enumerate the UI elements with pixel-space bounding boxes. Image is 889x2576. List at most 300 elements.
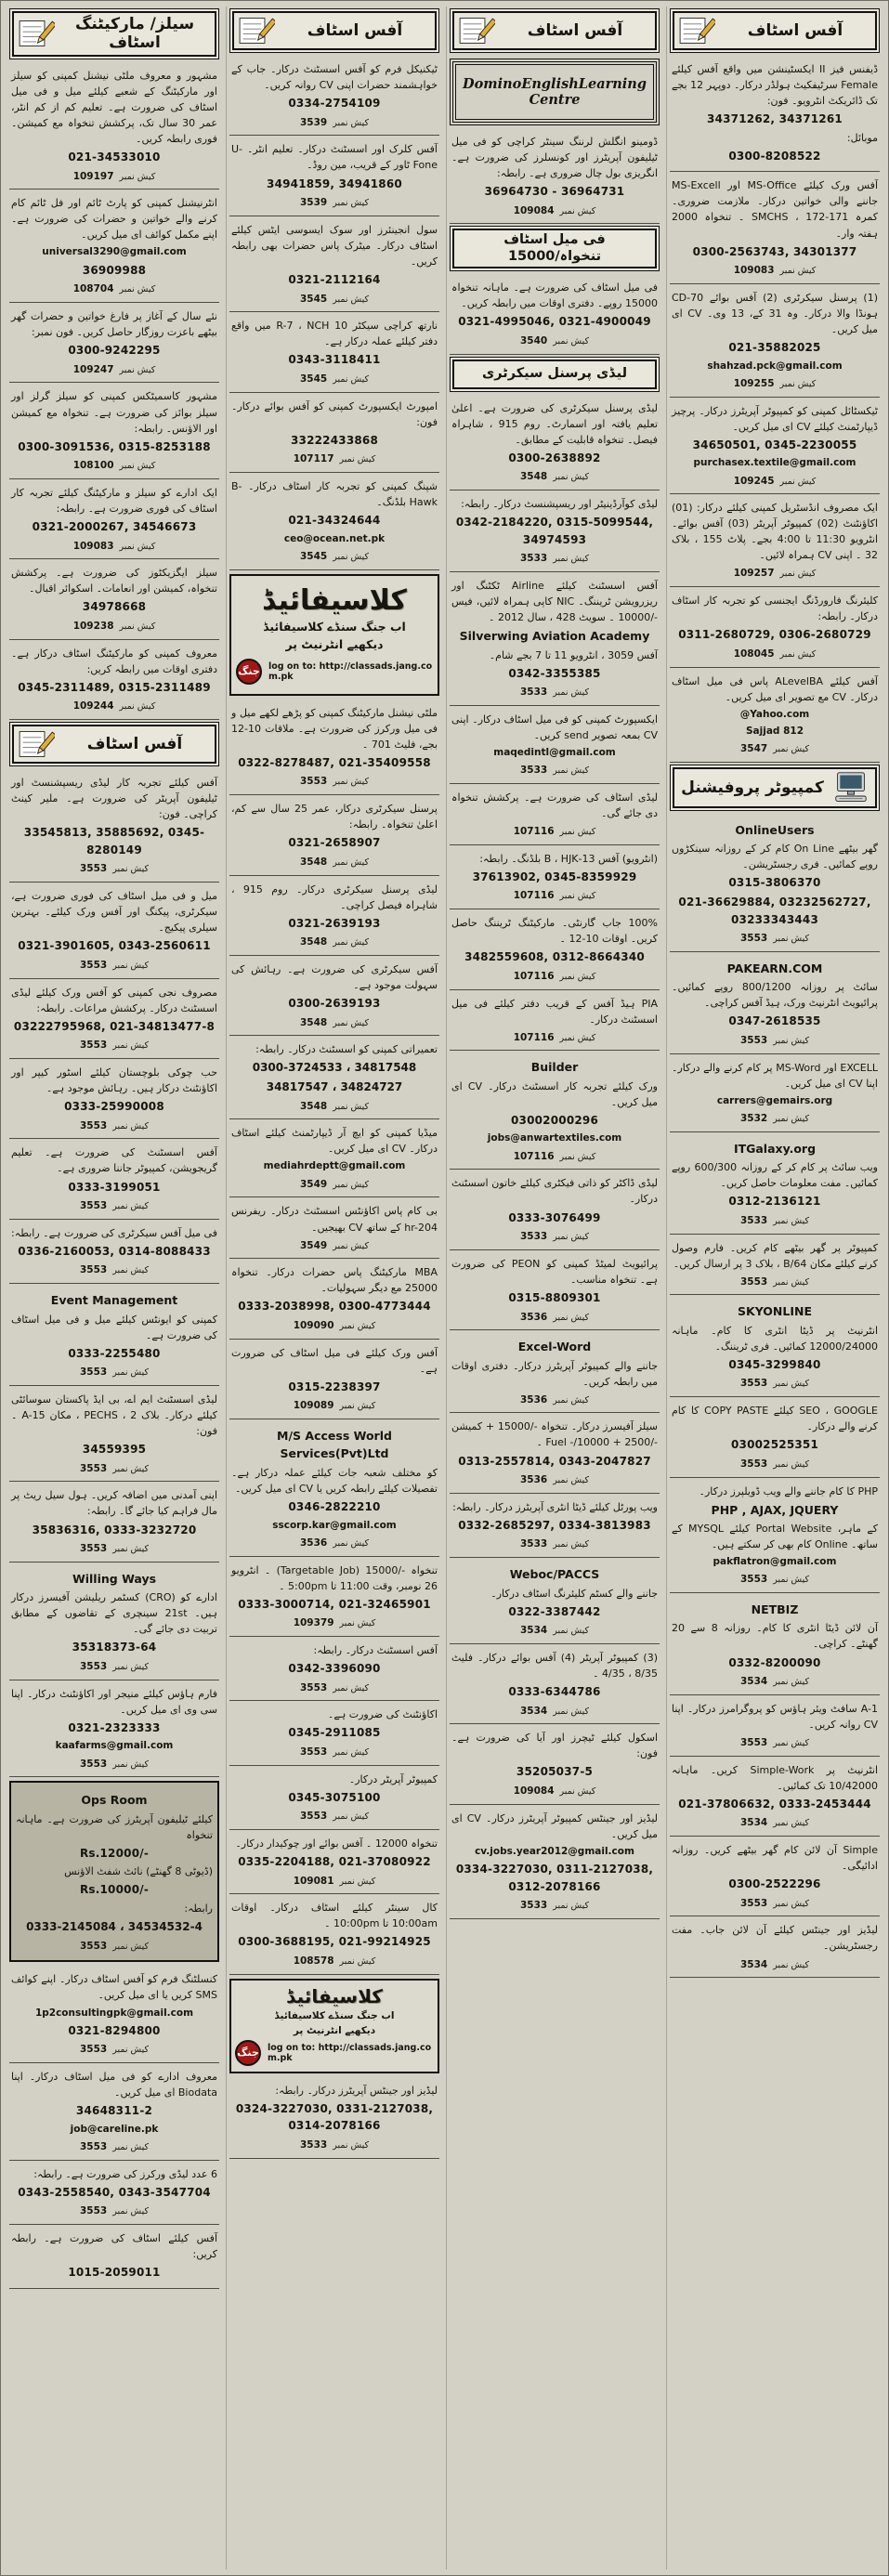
ad-headline: Willing Ways (72, 1571, 157, 1586)
phone-number: 0347-2618535 (728, 1014, 821, 1028)
ad-text: فی میل آفس سیکرٹری کی ضرورت ہے۔ رابطہ: (11, 1226, 217, 1239)
cash-number-value: 3545 (300, 373, 328, 385)
ad-text: مشہور و معروف ملٹی نیشنل کمپنی کو سیلز اور مارکیٹنگ کے شعبے کیلئے میل و فی میل اسٹاف کی ضرورت ہے۔ تعلیم کم از کم انٹر، عمر 30 سال تک، پرکشش تنخواہ مع کمیشن۔ فوری رابطہ کریں۔ (11, 69, 217, 145)
cash-number-value: 3533 (520, 1538, 548, 1550)
email-address: job@careline.pk (70, 2123, 159, 2135)
ad-text: نارتھ کراچی سیکٹر R-7 ، NCH 10 میں واقع دفتر کیلئے عملہ درکار ہے۔ (231, 320, 438, 348)
classified-ad (9, 383, 219, 478)
cash-number-label: کیش نمبر (559, 1786, 596, 1798)
section-header-inner (673, 767, 877, 808)
section-title: کمپیوٹر پروفیشنل (681, 778, 824, 797)
cash-number-value: 109245 (733, 475, 775, 487)
cash-number-value: 3533 (740, 1214, 768, 1226)
cash-number-label: کیش نمبر (553, 687, 589, 699)
cash-number-label: کیش نمبر (553, 335, 589, 347)
ad-text: آفس کیلئے تجربہ کار لیڈی ریسپشنسٹ اور ٹیلیفون آپریٹر کی ضرورت ہے۔ ملیر کینٹ کراچی۔ فون: (11, 777, 217, 821)
cash-number-row (231, 1099, 438, 1115)
ad-text: 100% جاب گارنٹی۔ مارکیٹنگ ٹریننگ حاصل کریں۔ اوقات 10-12 ۔ (451, 917, 658, 946)
ad-text: اسکول کیلئے ٹیچرز اور آیا کی ضرورت ہے۔ فون: (451, 1732, 658, 1760)
cash-number-row (451, 969, 658, 985)
ad-text: کیلئے ٹیلیفون آپریٹرز کی ضرورت ہے۔ ماہانہ تنخواہ (16, 1812, 213, 1841)
email-address: universal3290@gmail.com (42, 246, 187, 258)
phone-number: 0332-8200090 (728, 1655, 821, 1669)
cash-number-value: 109083 (72, 540, 114, 552)
classified-ad (229, 56, 439, 136)
phone-number: 0300-8208522 (728, 149, 821, 163)
cash-number-value: 107116 (513, 826, 555, 838)
ad-text: کمپیوٹر پر گھر بیٹھے کام کریں۔ فارم وصول کرنے کیلئے مکان 64/B ، بلاک 3 پر ارسال کریں۔ (672, 1241, 878, 1270)
phone-number: 0311-2680729, 0306-2680729 (678, 628, 871, 642)
cash-number-row (11, 1365, 217, 1380)
cash-number-label: کیش نمبر (333, 1101, 369, 1112)
cash-number-value: 3553 (740, 1458, 768, 1470)
cash-number-value: 3534 (740, 1676, 768, 1688)
section-header (9, 8, 219, 59)
notepad-pencil-icon (678, 15, 715, 46)
classified-ad (670, 284, 880, 398)
jang-logo: جنگ (235, 2040, 261, 2066)
column-3 (446, 7, 662, 2569)
classified-ad (229, 1701, 439, 1765)
classified-ad (9, 1059, 219, 1139)
cash-number-row (11, 699, 217, 714)
cash-number-label: کیش نمبر (773, 934, 809, 945)
cash-number-row (11, 1659, 217, 1675)
cash-number-label: کیش نمبر (553, 765, 589, 777)
cash-number-label: کیش نمبر (333, 2139, 369, 2151)
classified-ad (229, 393, 439, 473)
cash-number-row (11, 1757, 217, 1772)
phone-number: 0346-2822210 (288, 1499, 381, 1513)
section-header-inner (232, 11, 437, 50)
cash-number-label: کیش نمبر (773, 1035, 809, 1046)
cash-number-label: کیش نمبر (333, 198, 369, 209)
ad-headline: OnlineUsers (735, 822, 815, 837)
cash-number-row (672, 931, 878, 947)
phone-number: 0300-2639193 (288, 997, 381, 1011)
phone-number: 0345-2311489, 0315-2311489 (18, 680, 211, 694)
cash-number-label: کیش نمبر (559, 1151, 596, 1162)
domino-ad-box (450, 59, 660, 125)
ad-text: (3) کمپیوٹر آپریٹر (4) آفس بوائے درکار۔ فلیٹ 8/35 ، 4/35 ۔ (451, 1651, 659, 1680)
cash-number-value: 3553 (740, 1574, 768, 1586)
classified-ad (450, 845, 660, 909)
phone-number: 021-34533010 (68, 150, 161, 164)
column-2 (226, 7, 442, 2569)
section-title: فی میل اسٹاف تنخواہ/15000 (503, 232, 606, 264)
phone-number: 0332-2685297, 0334-3813983 (458, 1518, 651, 1532)
cash-number-label: کیش نمبر (559, 891, 596, 902)
ad-text: میڈیا کمپنی کو ایچ آر ڈیپارٹمنٹ کیلئے اسٹاف درکار۔ CV ای میل کریں۔ (231, 1127, 438, 1156)
cash-number-value: 109238 (72, 621, 114, 632)
cash-number-label: کیش نمبر (773, 744, 809, 755)
cash-number-row (231, 451, 438, 467)
phone-number: 0321-2639193 (288, 916, 381, 930)
ad-text: MBA مارکیٹنگ پاس حضرات درکار۔ تنخواہ 25000 مع دیگر سہولیات۔ (231, 1266, 438, 1295)
ad-text: ڈیفنس فیز II ایکسٹینشن میں واقع آفس کیلئے Female سرٹیفکیٹ ہولڈر درکار۔ دوپہر 12 بجے تک ڈائریکٹ انٹرویو۔ فون: (672, 63, 879, 108)
cash-number-row (672, 1275, 878, 1290)
promo-footer (235, 2040, 434, 2066)
phone-number: 1015-2059011 (68, 2266, 161, 2280)
cash-number-label: کیش نمبر (553, 1626, 589, 1637)
cash-number-label: کیش نمبر (112, 1544, 149, 1555)
promo-line: دیکھیے انٹرنیٹ پر (285, 636, 384, 651)
cash-number-row (231, 1809, 438, 1824)
phone-number: 0321-2112164 (288, 272, 381, 286)
ad-text: انٹرنیشنل کمپنی کو پارٹ ٹائم اور فل ٹائم کام کرنے والے خواتین و حضرات کی ضرورت ہے۔ اپنے مکمل کوائف ای میل کریں۔ (11, 197, 217, 242)
cash-number-row (451, 1704, 658, 1720)
ad-headline: Event Management (50, 1293, 178, 1308)
phone-number: 0300-2563743, 34301377 (692, 244, 857, 258)
classified-ad (670, 668, 880, 763)
promo-footer (236, 659, 433, 685)
cash-number-row (11, 1038, 217, 1053)
classified-ad (9, 1284, 219, 1386)
cash-number-label: کیش نمبر (119, 284, 156, 295)
phone-number: 0300-2638892 (508, 451, 601, 464)
classified-ad (229, 956, 439, 1036)
cash-number-row (11, 1118, 217, 1134)
cash-number-label: کیش نمبر (559, 827, 596, 838)
classified-ad (9, 979, 219, 1059)
ad-text: سول انجینئرز اور سوک ایسوسی ایٹس کیلئے اسٹاف درکار۔ میٹرک پاس حضرات بھی رابطہ کریں۔ (231, 223, 438, 268)
cash-number-row (672, 1572, 878, 1588)
cash-number-value: 3534 (740, 1817, 768, 1829)
cash-number-value: 3548 (300, 936, 328, 948)
phone-number: Rs.10000/- (79, 1883, 150, 1897)
cash-number-value: 109083 (733, 265, 775, 277)
cash-number-value: 3533 (520, 686, 548, 699)
section-header (670, 8, 880, 53)
cash-number-value: 3545 (300, 293, 328, 305)
email-address: ceo@ocean.net.pk (283, 532, 386, 544)
phone-number: 0300-3688195, 021-99214925 (238, 1935, 431, 1949)
classified-ad (670, 1916, 880, 1978)
cash-number-value: 3548 (300, 856, 328, 868)
cash-number-value: 3553 (80, 2044, 108, 2056)
phone-number: 37613902, 0345-8359929 (472, 870, 637, 883)
cash-number-label: کیش نمبر (553, 1539, 589, 1550)
classified-ad (9, 1680, 219, 1778)
ad-text: فی میل اسٹاف کی ضرورت ہے۔ ماہانہ تنخواہ 15000 روپے۔ دفتری اوقات میں رابطہ کریں۔ (451, 281, 658, 310)
ad-text: مشہور کاسمیٹکس کمپنی کو سیلز گرلز اور سیلز بوائز کی ضرورت ہے۔ تنخواہ مع کمیشن اور الاؤنس۔ رابطہ: (11, 390, 217, 435)
promo-url: log on to: http://classads.jang.com.pk (268, 660, 433, 682)
cash-number-label: کیش نمبر (333, 777, 369, 788)
phone-number: Rs.12000/- (79, 1846, 150, 1860)
ad-text: Simple آن لائن کام گھر بیٹھے کریں۔ روزانہ ادائیگی۔ (672, 1844, 878, 1873)
cash-number-row (231, 1874, 438, 1890)
classified-ad (229, 1119, 439, 1197)
cash-number-value: 3536 (520, 1311, 548, 1323)
cash-number-row (231, 195, 438, 211)
column-1 (7, 7, 222, 2569)
cash-number-value: 3549 (300, 1178, 328, 1190)
jang-classified-promo (229, 1979, 439, 2073)
section-title: سیلز/ مارکیٹنگ اسٹاف (74, 15, 195, 53)
ad-text: گھر بیٹھے On Line کام کر کے روزانہ سینکڑوں روپے کمائیں۔ فری رجسٹریشن۔ (672, 843, 878, 871)
phone-number: 0333-2145084 ، 34534532-4 (26, 1920, 203, 1934)
cash-number-label: کیش نمبر (559, 971, 596, 982)
cash-number-label: کیش نمبر (773, 1276, 809, 1288)
ad-text: لیڈی پرسنل سیکرٹری کی ضرورت ہے۔ اعلیٰ تعلیم یافتہ اور اسمارٹ۔ روم 915 ، شاہراہ فیصل۔ تنخواہ قابلیت کے مطابق۔ (451, 401, 659, 446)
cash-number-value: 3545 (300, 551, 328, 563)
cash-number-row (451, 1784, 658, 1799)
ad-headline: M/S Access World Services(Pvt)Ltd (277, 1429, 392, 1461)
classified-ad (670, 1593, 880, 1695)
ad-headline: Weboc/PACCS (509, 1567, 600, 1582)
cash-number-label: کیش نمبر (779, 378, 817, 389)
cash-number-value: 3536 (520, 1393, 548, 1406)
classified-ad (670, 172, 880, 284)
phone-number: 34371262, 34371261 (707, 112, 843, 126)
cash-number-row (672, 263, 878, 279)
cash-number-value: 3533 (520, 553, 548, 565)
cash-number-value: 3553 (80, 959, 108, 971)
classified-ad (229, 2077, 439, 2159)
classified-ad (229, 1557, 439, 1637)
cash-number-label: کیش نمبر (333, 1537, 369, 1549)
cash-number-value: 109255 (733, 377, 775, 389)
cash-number-label: کیش نمبر (333, 1240, 369, 1251)
cash-number-row (231, 1745, 438, 1760)
ad-text: لیڈی اسسٹنٹ ایم اے، بی ایڈ پاکستان سوسائٹی کیلئے درکار۔ بلاک 2 ، PECHS ، مکان A-15 ۔ فون: (11, 1393, 217, 1438)
classified-ad (229, 473, 439, 570)
cash-number-value: 3539 (300, 197, 328, 209)
ad-headline: NETBIZ (751, 1602, 799, 1617)
classified-ad (9, 303, 219, 383)
cash-number-row (231, 1954, 438, 1969)
classified-ad (450, 706, 660, 784)
ad-text: انٹرنیٹ پر ڈیٹا انٹری کا کام۔ ماہانہ 12000/24000 کمائیں۔ فری ٹریننگ۔ (672, 1324, 878, 1353)
classified-ad (450, 990, 660, 1052)
classified-ad (9, 559, 219, 639)
ad-text: مصروف نجی کمپنی کو آفس ورک کیلئے لیڈی اسسٹنٹ درکار۔ پرکشش مراعات۔ رابطہ: (11, 986, 217, 1014)
phone-number: 0322-8278487, 021-35409558 (238, 755, 431, 769)
cash-number-label: کیش نمبر (779, 476, 817, 487)
cash-number-row (231, 1615, 438, 1631)
cash-number-value: 107116 (513, 1031, 555, 1043)
cash-number-row (451, 1536, 658, 1552)
cash-number-row (231, 935, 438, 950)
classified-ad (670, 1397, 880, 1477)
cash-number-value: 3553 (740, 1378, 768, 1390)
ad-text: نئے سال کے آغاز پر فارغ خواتین و حضرات گھر بیٹھے باعزت روزگار حاصل کریں۔ فون نمبر: (11, 310, 217, 339)
phone-number: 0333-6344786 (508, 1685, 601, 1699)
cash-number-label: کیش نمبر (112, 1367, 149, 1379)
classified-ad (670, 1695, 880, 1757)
ad-headline: SKYONLINE (738, 1304, 812, 1319)
cash-number-row (11, 1262, 217, 1278)
cash-number-row (672, 741, 878, 757)
ad-text: لیڈیز اور جینٹس کمپیوٹر آپریٹرز درکار۔ CV ای میل کریں۔ (451, 1811, 658, 1840)
classified-ad (229, 1637, 439, 1701)
cash-number-label: کیش نمبر (553, 1901, 589, 1912)
classified-ad (450, 572, 660, 706)
cash-number-label: کیش نمبر (773, 1215, 809, 1226)
cash-number-value: 3547 (740, 743, 768, 755)
cash-number-value: 3533 (300, 2138, 328, 2151)
cash-number-row (231, 1015, 438, 1031)
ad-text: اکاؤنٹنٹ کی ضرورت ہے۔ (327, 1708, 438, 1721)
phone-number: 34978668 (82, 600, 147, 614)
section-header (229, 8, 439, 53)
section-header (9, 722, 219, 766)
email-address: @Yahoo.com (739, 708, 810, 720)
cash-number-label: کیش نمبر (553, 472, 589, 483)
cash-number-label: کیش نمبر (112, 1120, 149, 1131)
cash-number-row (672, 1957, 878, 1973)
classified-ad (670, 1478, 880, 1594)
classified-ad (9, 2161, 219, 2225)
ad-text: ویب پورٹل کیلئے ڈیٹا انٹری آپریٹرز درکار۔ رابطہ: (452, 1500, 658, 1513)
cash-number-row (11, 2139, 217, 2155)
cash-number-value: 109379 (293, 1617, 334, 1629)
cash-number-value: 3553 (300, 1746, 328, 1758)
cash-number-value: 3553 (80, 1040, 108, 1052)
section-header-inner (452, 229, 657, 268)
cash-number-value: 3548 (300, 1100, 328, 1112)
phone-number: 03002000296 (510, 1113, 599, 1127)
cash-number-value: 3553 (740, 1736, 768, 1748)
promo-title: کلاسیفائیڈ (286, 1984, 383, 2007)
cash-number-value: 3536 (520, 1474, 548, 1486)
cash-number-row (672, 1213, 878, 1229)
phone-number: 03002525351 (730, 1438, 819, 1452)
phone-number: 0336-2160053, 0314-8088433 (18, 1244, 211, 1258)
cash-number-label: کیش نمبر (553, 1232, 589, 1243)
cash-number-row (11, 1541, 217, 1557)
cash-number-value: 3553 (80, 1366, 108, 1379)
ad-text: پرسنل سیکرٹری درکار، عمر 25 سال سے کم، اعلیٰ تنخواہ۔ رابطہ: (231, 803, 438, 831)
ad-text: ایک مصروف انڈسٹریل کمپنی کیلئے درکار: (01) اکاؤنٹنٹ (02) کمپیوٹر آپریٹر (03) آفس بوائے۔ انٹرویو 11:30 تا 4:00 بجے۔ پلاٹ 155 ، بلاک 32 ۔ اپنی CV ہمراہ لائیں۔ (672, 502, 879, 562)
cash-number-label: کیش نمبر (779, 266, 817, 277)
cash-number-row (451, 1149, 658, 1165)
cash-number-row (451, 203, 658, 219)
classified-ad (229, 1259, 439, 1339)
cash-number-label: کیش نمبر (773, 1959, 809, 1970)
ad-headline: PHP , AJAX, JQUERY (711, 1502, 839, 1517)
ad-text: فارم ہاؤس کیلئے منیجر اور اکاؤنٹنٹ درکار۔ اپنا سی وی ای میل کریں۔ (11, 1687, 217, 1716)
ad-text: کنسلٹنگ فرم کو آفس اسٹاف درکار۔ اپنے کوائف SMS کریں یا ای میل کریں۔ (11, 1973, 217, 2002)
column-4 (666, 7, 882, 2569)
cash-number-label: کیش نمبر (333, 373, 369, 385)
cash-number-row (231, 1680, 438, 1696)
cash-number-value: 109090 (293, 1319, 334, 1331)
cash-number-row (231, 1238, 438, 1254)
cash-number-row (672, 1674, 878, 1690)
phone-number: 0343-3118411 (288, 353, 381, 367)
ad-text: کمپنی کو ایونٹس کیلئے میل و فی میل اسٹاف کی ضرورت ہے۔ (11, 1313, 217, 1341)
phone-number: 0343-2558540, 0343-3547704 (18, 2185, 211, 2199)
cash-number-label: کیش نمبر (333, 552, 369, 563)
ad-text: بی کام پاس اکاؤنٹس اسسٹنٹ درکار۔ ریفرنس hr-204 کے ساتھ CV بھیجیں۔ (231, 1205, 438, 1234)
cash-number-value: 3553 (80, 2205, 108, 2217)
cash-number-label: کیش نمبر (559, 205, 596, 216)
ad-text: کے ماہر، Portal Website کیلئے MYSQL کے ساتھ۔ Online کام بھی کر سکتے ہیں۔ (672, 1522, 878, 1550)
cash-number-label: کیش نمبر (119, 541, 156, 552)
computer-icon (830, 771, 871, 804)
ad-text: سیلز ایگزیکٹوز کی ضرورت ہے۔ پرکشش تنخواہ، کمیشن اور انعامات۔ اسکوائر اقبال۔ (11, 567, 217, 595)
ad-text: آفس ورک کیلئے MS-Office اور MS-Excell جاننے والی خواتین درکار۔ ملازمت ضروری۔ کمرہ 171-172 ، SMCHS ۔ تنخواہ 2000 ہفتہ وار۔ (672, 179, 878, 240)
classified-ad (9, 1781, 219, 1962)
ad-text: کال سینٹر کیلئے اسٹاف درکار۔ اوقات 10:00am تا 10:00pm ۔ (231, 1902, 438, 1930)
phone-number: 021-37806632, 0333-2453444 (678, 1797, 871, 1811)
section-header-inner (452, 11, 657, 50)
cash-number-label: کیش نمبر (773, 1737, 809, 1748)
cash-number-label: کیش نمبر (119, 364, 156, 375)
ad-text: کو مختلف شعبہ جات کیلئے عملہ درکار ہے۔ تفصیلات کیلئے رابطہ کریں یا CV ای میل کریں۔ (231, 1466, 438, 1495)
ad-text: جاننے والے کسٹم کلیئرنگ اسٹاف درکار۔ (490, 1587, 658, 1600)
cash-number-label: کیش نمبر (773, 1818, 809, 1829)
cash-number-label: کیش نمبر (112, 1201, 149, 1212)
ad-text: سیلز آفیسرز درکار۔ تنخواہ -/15000 + کمیشن -/2500 + Fuel -/10000 ۔ (451, 1420, 658, 1449)
cash-number-row (451, 1472, 658, 1488)
cash-number-value: 3534 (520, 1625, 548, 1637)
ad-text: ویب سائٹ پر کام کر کے روزانہ 600/300 روپے کمائیں۔ مفت معلومات حاصل کریں۔ (672, 1161, 878, 1190)
phone-number: 34941859, 34941860 (267, 177, 402, 190)
cash-number-value: 109197 (72, 170, 114, 182)
cash-number-row (231, 855, 438, 870)
ad-text: آفس کلرک اور اسسٹنٹ درکار۔ تعلیم انٹر۔ U-Fone ٹاور کے قریب، مین روڈ۔ (231, 143, 438, 172)
classified-ad (229, 1036, 439, 1119)
cash-number-value: 3533 (520, 1231, 548, 1243)
cash-number-value: 3553 (80, 1119, 108, 1131)
phone-number: 0342-3396090 (288, 1661, 381, 1675)
cash-number-label: کیش نمبر (119, 461, 156, 472)
cash-number-label: کیش نمبر (773, 1114, 809, 1125)
classified-ad (9, 1966, 219, 2063)
classified-ad (450, 1051, 660, 1170)
phone-number: 0345-3299840 (728, 1357, 821, 1371)
phone-number: 0333-3000714, 021-32465901 (238, 1597, 431, 1611)
cash-number-row (11, 1461, 217, 1477)
cash-number-label: کیش نمبر (333, 1811, 369, 1823)
phone-number: 0300-2522296 (728, 1877, 821, 1891)
promo-line: اب جنگ سنڈے کلاسیفائیڈ (274, 2009, 395, 2021)
cash-number-value: 3553 (740, 1034, 768, 1046)
cash-number-row (451, 469, 658, 485)
email-address: cv.jobs.year2012@gmail.com (475, 1845, 634, 1857)
cash-number-row (231, 1398, 438, 1414)
cash-number-row (451, 1030, 658, 1046)
cash-number-row (231, 2138, 438, 2153)
cash-number-label: کیش نمبر (553, 1706, 589, 1717)
section-header-inner (452, 360, 657, 389)
cash-number-value: 3553 (80, 1462, 108, 1474)
phone-number: 0321-2323333 (68, 1720, 161, 1734)
ad-text: موبائل: (846, 131, 878, 144)
cash-number-value: 108578 (293, 1955, 334, 1968)
ad-text: A-1 سافٹ ویئر ہاؤس کو پروگرامرز درکار۔ اپنا CV روانہ کریں۔ (672, 1702, 878, 1731)
cash-number-row (11, 458, 217, 474)
ad-text: ملٹی نیشنل مارکیٹنگ کمپنی کو پڑھے لکھے میل و فی میل ورکرز کی ضرورت ہے۔ ملاقات 10-12 بجے، فلیٹ 701 ۔ (231, 706, 438, 751)
classified-ad (450, 1724, 660, 1804)
ad-text: ایکسپورٹ کمپنی کو فی میل اسٹاف درکار۔ اپنی CV بمعہ تصویر send کریں۔ (451, 713, 658, 741)
cash-number-value: 3540 (520, 334, 548, 347)
cash-number-row (451, 763, 658, 778)
phone-number: 35205037-5 (516, 1765, 594, 1779)
cash-number-row (11, 281, 217, 297)
phone-number: 0334-3227030, 0311-2127038, 0312-2078166 (455, 1863, 654, 1893)
ad-text: لیڈیز اور جینٹس آپریٹرز درکار۔ رابطہ: (275, 2084, 438, 2097)
classified-ad (9, 62, 219, 190)
phone-number: 0322-3387442 (508, 1604, 601, 1618)
classified-ad (450, 1330, 660, 1413)
ad-text: حب چوکی بلوچستان کیلئے اسٹور کیپر اور اکاؤنٹنٹ درکار ہیں۔ رہائش موجود ہے۔ (11, 1066, 217, 1095)
classified-ad (450, 1644, 660, 1724)
ad-text: 6 عدد لیڈی ورکرز کی ضرورت ہے۔ رابطہ: (33, 2167, 217, 2180)
ad-headline: ITGalaxy.org (733, 1141, 817, 1156)
